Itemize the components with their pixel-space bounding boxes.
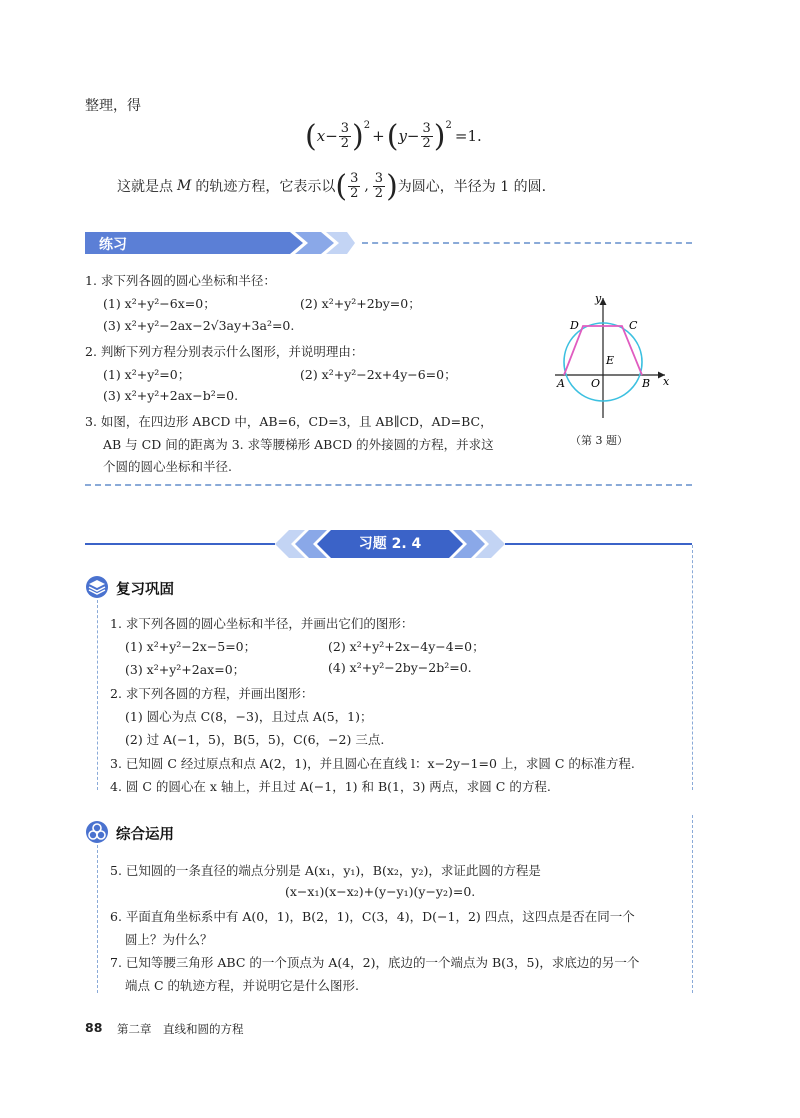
label-c: C — [629, 319, 638, 332]
apply-icon — [85, 820, 109, 844]
label-b: B — [642, 377, 651, 390]
eq-x: x — [316, 127, 326, 145]
eq-fraction-1: $\frac{3}{2}$ — [340, 120, 350, 151]
exercise-q3-line1: 3. 如图，在四边形 ABCD 中，AB=6，CD=3，且 AB∥CD，AD=BC， — [85, 414, 493, 429]
trapezoid-circle-figure — [545, 290, 685, 450]
review-heading: 复习巩固 — [116, 582, 174, 598]
xiti-title: 习题 2. 4 — [358, 536, 422, 552]
review-q2-2: (2) 过 A(−1，5)，B(5，5)，C(6，−2) 三点. — [125, 732, 385, 747]
exercise-q2: 2. 判断下列方程分别表示什么图形，并说明理由： — [85, 344, 364, 359]
exercise-banner — [85, 232, 355, 254]
eq-y: y — [398, 127, 407, 145]
label-d: D — [570, 319, 579, 332]
review-q1-2: (2) x²+y²+2x−4y−4=0； — [328, 639, 485, 654]
apply-q5-line1: 5. 已知圆的一条直径的端点分别是 A(x₁，y₁)，B(x₂，y₂)，求证此圆的方程是 — [110, 863, 541, 878]
page-number: 88 — [85, 1020, 103, 1035]
chapter-title: 第二章 直线和圆的方程 — [117, 1022, 244, 1036]
apply-q6-line1: 6. 平面直角坐标系中有 A(0，1)，B(2，1)，C(3，4)，D(−1，2) 四点，这四点是否在同一个 — [110, 909, 635, 924]
apply-q7-line2: 端点 C 的轨迹方程，并说明它是什么图形. — [125, 978, 359, 993]
circle-equation: ( x − $\frac{3}{2}$ ) $^2$ + ( y − $\frac{3}{2}$ ) $^2$ =1. — [305, 118, 482, 154]
exercise-q3-line3: 个圆的圆心坐标和半径. — [103, 459, 232, 474]
label-y: y — [595, 292, 602, 305]
xiti-line-right — [505, 543, 692, 545]
review-q1: 1. 求下列各圆的圆心坐标和半径，并画出它们的图形： — [110, 616, 414, 631]
exercise-q2-2: (2) x²+y²−2x+4y−6=0； — [300, 367, 457, 382]
review-left-rule — [97, 600, 98, 790]
figure-caption: （第 3 题） — [570, 434, 628, 447]
exercise-q1: 1. 求下列各圆的圆心坐标和半径： — [85, 273, 276, 288]
apply-q6-line2: 圆上？为什么？ — [125, 932, 213, 947]
review-q1-1: (1) x²+y²−2x−5=0； — [125, 639, 257, 654]
exercise-q1-2: (2) x²+y²+2by=0； — [300, 296, 421, 311]
label-x: x — [663, 375, 670, 388]
label-e: E — [606, 354, 615, 367]
exercise-title: 练习 — [99, 237, 127, 253]
exercise-divider-bottom — [85, 484, 692, 486]
review-q1-3: (3) x²+y²+2ax=0； — [125, 662, 246, 677]
exercise-divider-top — [362, 242, 692, 244]
review-q3: 3. 已知圆 C 经过原点和点 A(2，1)，并且圆心在直线 l：x−2y−1=0 上，求圆 C 的标准方程. — [110, 756, 635, 771]
exercise-q2-1: (1) x²+y²=0； — [103, 367, 191, 382]
intro-label: 整理，得 — [85, 98, 141, 114]
apply-q7-line1: 7. 已知等腰三角形 ABC 的一个顶点为 A(4，2)，底边的一个端点为 B(3，5)，求底边的另一个 — [110, 955, 640, 970]
apply-left-rule — [97, 845, 98, 993]
exercise-q1-3: (3) x²+y²−2ax−2√3ay+3a²=0. — [103, 318, 295, 333]
apply-heading: 综合运用 — [116, 827, 174, 843]
review-icon — [85, 575, 109, 599]
exercise-q1-1: (1) x²+y²−6x=0； — [103, 296, 216, 311]
review-q1-4: (4) x²+y²−2by−2b²=0. — [328, 660, 472, 675]
xiti-line-left — [85, 543, 275, 545]
apply-q5-equation: (x−x₁)(x−x₂)+(y−y₁)(y−y₂)=0. — [285, 884, 476, 899]
exercise-q2-3: (3) x²+y²+2ax−b²=0. — [103, 388, 239, 403]
label-a: A — [557, 377, 565, 390]
label-o: O — [591, 377, 601, 390]
review-q2: 2. 求下列各圆的方程，并画出图形： — [110, 686, 314, 701]
exercise-q3-line2: AB 与 CD 间的距离为 3. 求等腰梯形 ABCD 的外接圆的方程，并求这 — [103, 437, 494, 452]
review-q4: 4. 圆 C 的圆心在 x 轴上，并且过 A(−1，1) 和 B(1，3) 两点，求圆 C 的方程. — [110, 779, 551, 794]
review-right-rule — [692, 545, 693, 790]
eq-fraction-2: $\frac{3}{2}$ — [422, 120, 431, 151]
review-q2-1: (1) 圆心为点 C(8，−3)，且过点 A(5，1)； — [125, 709, 373, 724]
intro-result: 这就是点 M 的轨迹方程，它表示以 ( $\frac{3}{2}$ , $\frac{3}{2}$ ) 为圆心，半径为 1 的圆. — [117, 168, 547, 204]
apply-right-rule — [692, 815, 693, 993]
